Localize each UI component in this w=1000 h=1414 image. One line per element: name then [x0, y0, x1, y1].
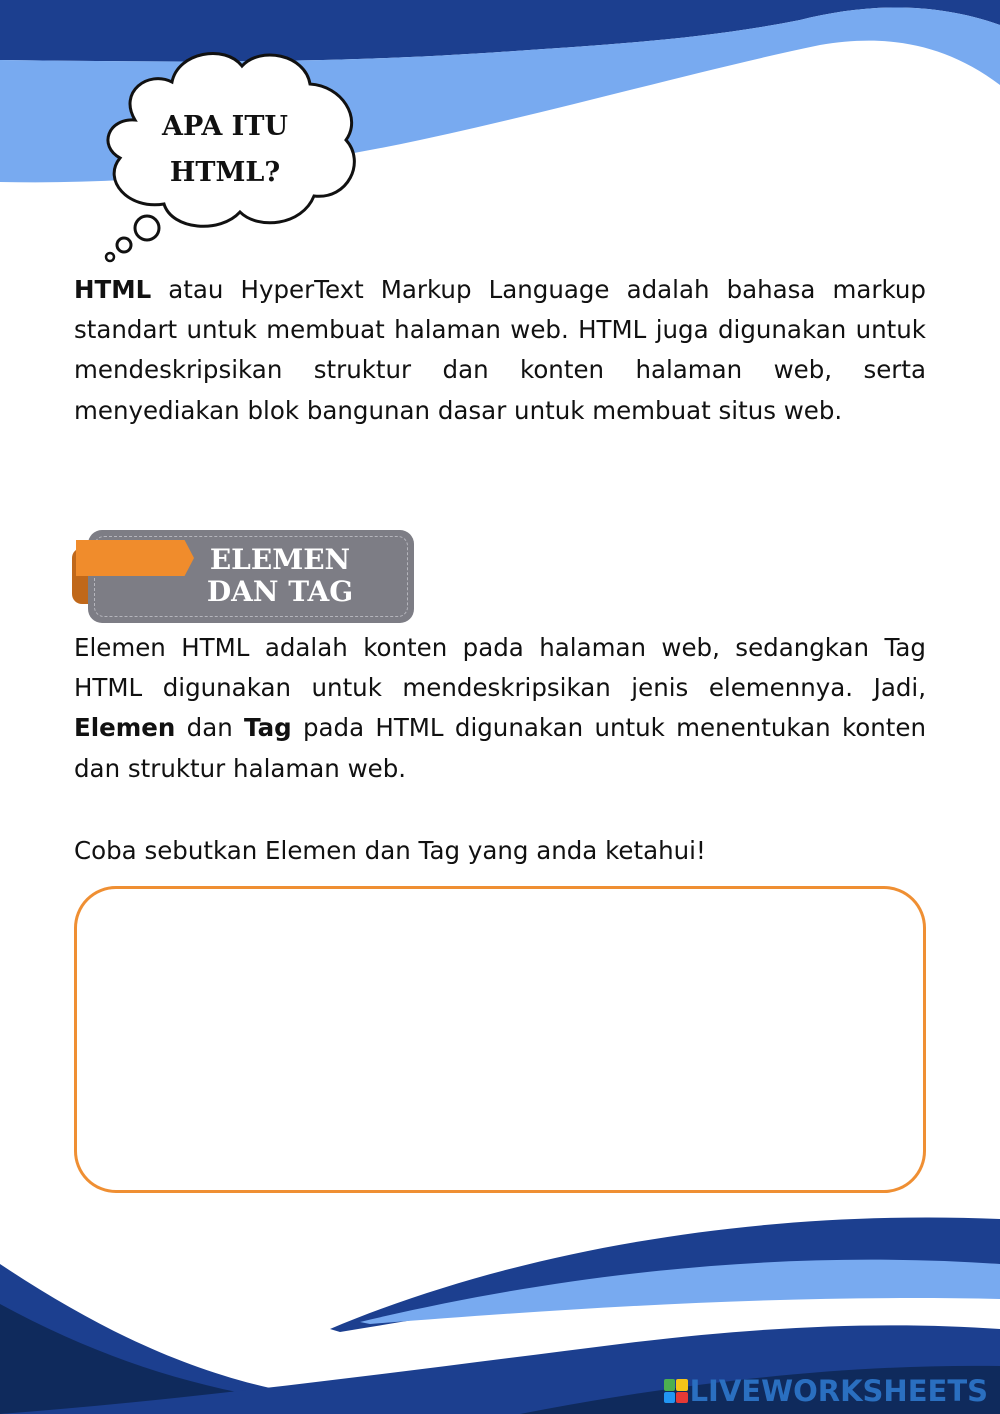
- question-prompt: Coba sebutkan Elemen dan Tag yang anda ketahui!: [74, 836, 706, 865]
- section-text-2: dan: [175, 713, 245, 743]
- badge-ribbon: [76, 540, 194, 576]
- section-text-3: pada HTML digunakan untuk menentukan konten dan struktur halaman web.: [74, 713, 926, 783]
- section-bold-tag: Tag: [244, 713, 292, 743]
- section-title: [190, 544, 370, 608]
- intro-text: atau HyperText Markup Language adalah bahasa markup standart untuk membuat halaman web. HTML juga digunakan untuk mendeskripsikan struktur dan konten halaman web, serta menyediakan blok bangunan dasar untuk membuat situs web.: [74, 275, 926, 425]
- title-line-2: HTML?: [169, 157, 281, 188]
- section-heading-badge: [72, 530, 418, 625]
- section-paragraph: [74, 628, 926, 789]
- title-line-1: APA ITU: [162, 111, 288, 142]
- intro-bold-term: HTML: [74, 275, 152, 304]
- liveworksheets-icon: [664, 1379, 688, 1403]
- section-title-line-2: DAN TAG: [206, 575, 354, 608]
- brand-name: LIVEWORKSHEETS: [689, 1374, 988, 1408]
- section-bold-elemen: Elemen: [74, 713, 176, 743]
- liveworksheets-logo[interactable]: [664, 1374, 988, 1408]
- section-text-1: Elemen HTML adalah konten pada halaman web, sedangkan Tag HTML digunakan untuk mendeskripsikan jenis elemennya. Jadi,: [74, 633, 926, 703]
- answer-textbox[interactable]: [74, 886, 926, 1193]
- section-title-line-1: ELEMEN: [209, 543, 351, 576]
- page-title: [130, 104, 320, 196]
- intro-paragraph: [74, 270, 926, 431]
